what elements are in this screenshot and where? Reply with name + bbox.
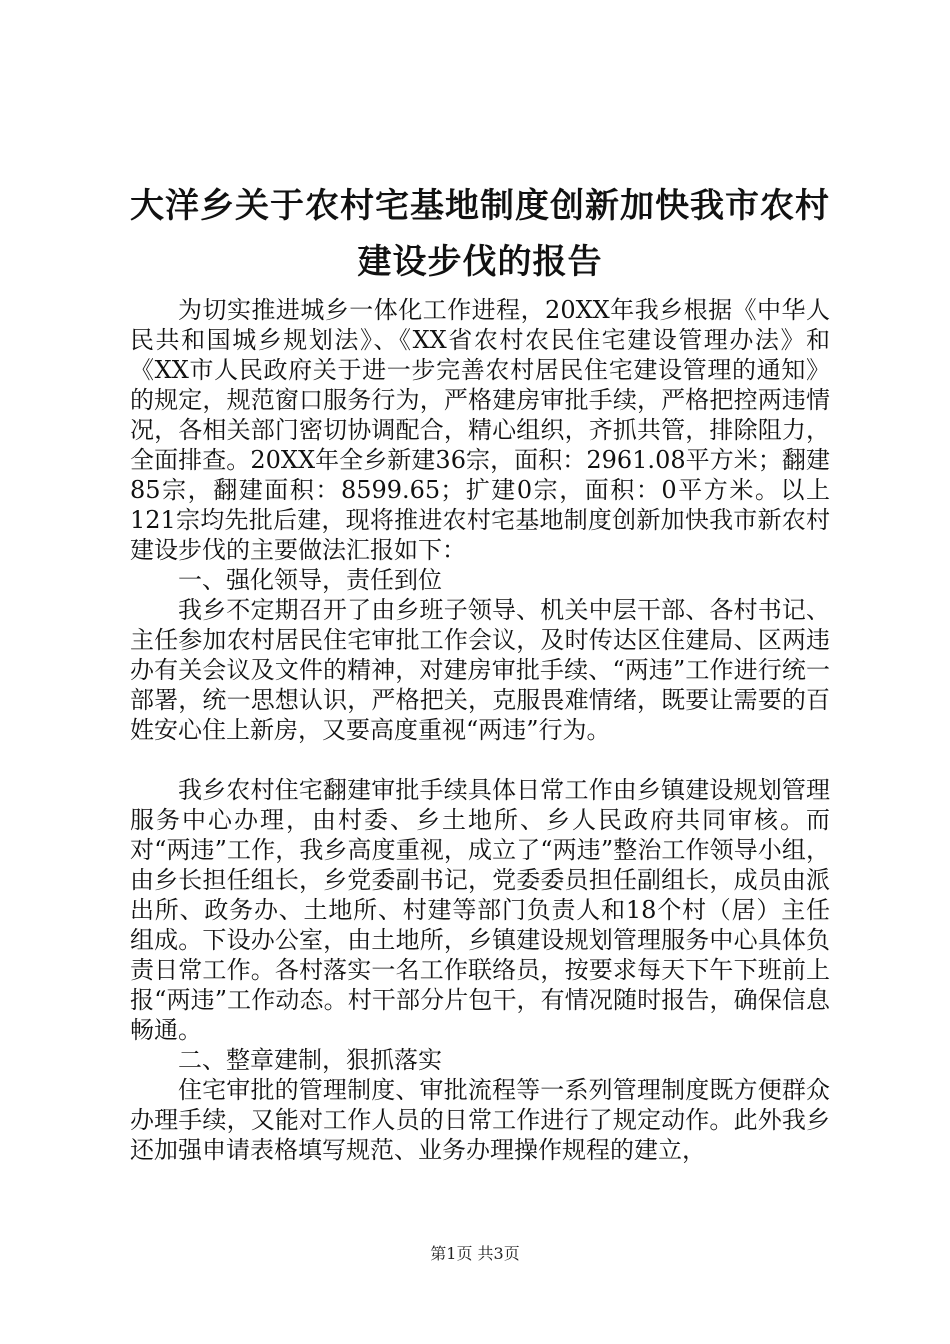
page-number-footer: 第1页 共3页 — [430, 1244, 520, 1263]
document-body — [130, 295, 830, 1165]
paragraph-leadership: 我乡不定期召开了由乡班子领导、机关中层干部、各村书记、主任参加农村居民住宅审批工作会议，及时传达区住建局、区两违办有关会议及文件的精神，对建房审批手续、“两违”工作进行统一部署，统一思想认识，严格把关，克服畏难情绪，既要让需要的百姓安心住上新房，又要高度重视“两违”行为。 — [130, 596, 830, 744]
section-heading-2: 二、整章建制，狠抓落实 — [178, 1046, 442, 1074]
section-heading-1: 一、强化领导，责任到位 — [178, 566, 442, 594]
paragraph-intro: 为切实推进城乡一体化工作进程，20XX年我乡根据《中华人民共和国城乡规划法》、《XX省农村农民住宅建设管理办法》和《XX市人民政府关于进一步完善农村居民住宅建设管理的通知》的规定，规范窗口服务行为，严格建房审批手续，严格把控两违情况，各相关部门密切协调配合，精心组织，齐抓共管，排除阻力，全面排查。20XX年全乡新建36宗，面积：2961.08平方米；翻建85宗，翻建面积：8599.65；扩建0宗，面积：0平方米。以上121宗均先批后建，现将推进农村宅基地制度创新加快我市新农村建设步伐的主要做法汇报如下： — [130, 296, 830, 564]
paragraph-rules: 住宅审批的管理制度、审批流程等一系列管理制度既方便群众办理手续，又能对工作人员的日常工作进行了规定动作。此外我乡还加强申请表格填写规范、业务办理操作规程的建立， — [130, 1076, 830, 1164]
document-title: 大洋乡关于农村宅基地制度创新加快我市农村建设步伐的报告 — [130, 186, 830, 282]
paragraph-approval: 我乡农村住宅翻建审批手续具体日常工作由乡镇建设规划管理服务中心办理，由村委、乡土地所、乡人民政府共同审核。而对“两违”工作，我乡高度重视，成立了“两违”整治工作领导小组，由乡长担任组长，乡党委副书记，党委委员担任副组长，成员由派出所、政务办、土地所、村建等部门负责人和18个村（居）主任组成。下设办公室，由土地所，乡镇建设规划管理服务中心具体负责日常工作。各村落实一名工作联络员，按要求每天下午下班前上报“两违”工作动态。村干部分片包干，有情况随时报告，确保信息畅通。 — [130, 776, 830, 1044]
